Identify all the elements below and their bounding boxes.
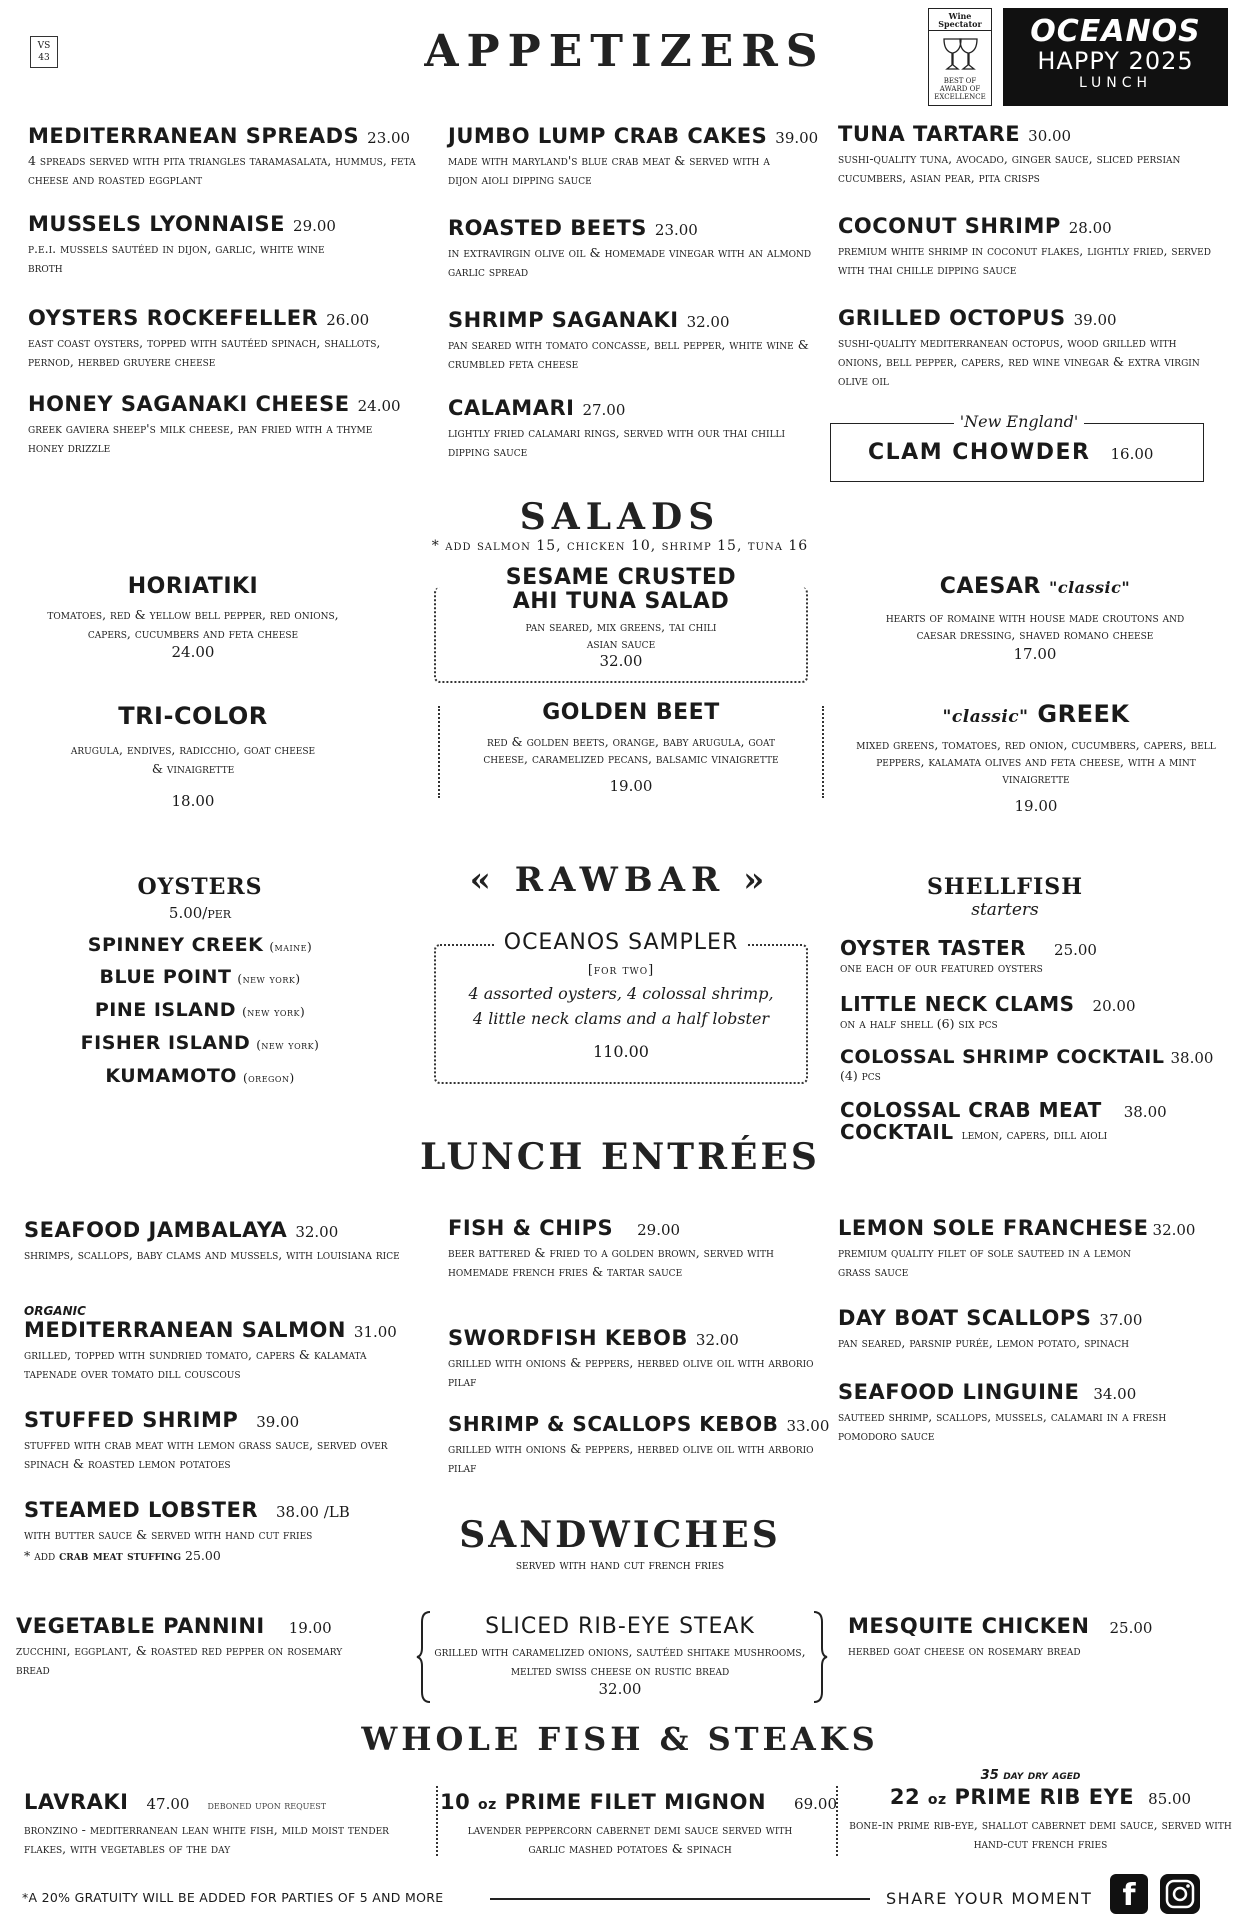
oyster-pine-island [40, 999, 360, 1021]
appetizer-tuna-tartare [838, 122, 1228, 187]
appetizers-title: APPETIZERS [424, 26, 826, 77]
entree-stuffed-shrimp [24, 1408, 444, 1473]
salad-horiatiki [28, 574, 358, 661]
item-name: TRI-COLOR [118, 702, 268, 730]
item-price: 23.00 [654, 221, 698, 239]
item-desc: in extravirgin olive oil & homemade vinegar with an almond garlic spread [448, 245, 812, 279]
item-price: 33.00 [786, 1417, 830, 1435]
item-desc: lightly fried calamari rings, served with our thai chilli dipping sauce [448, 425, 786, 459]
note-price: 25.00 [185, 1548, 221, 1563]
item-desc: lavender peppercorn cabernet demi sauce served with garlic mashed potatoes & spinach [467, 1822, 793, 1856]
oysters-block [40, 874, 360, 922]
item-name: HORIATIKI [127, 574, 259, 599]
item-desc: herbed goat cheese on rosemary bread [848, 1643, 1081, 1658]
salads-title: SALADS [519, 496, 721, 538]
item-price: 20.00 [1092, 997, 1136, 1015]
gratuity-note: *A 20% GRATUITY WILL BE ADDED FOR PARTIES OF 5 AND MORE [22, 1890, 444, 1905]
item-price: 32.00 [695, 1331, 739, 1349]
item-desc: beer battered & fried to a golden brown, served with homemade french fries & tartar sauce [448, 1245, 774, 1279]
item-name: OYSTER TASTER [840, 936, 1027, 960]
item-name: CALAMARI [448, 396, 575, 420]
vs-badge [30, 36, 58, 68]
salad-divider-left [438, 706, 440, 798]
item-desc: sushi-quality mediterranean octopus, wood grilled with onions, bell pepper, capers, red wine vinegar & extra virgin olive oil [838, 335, 1200, 388]
entree-seafood-linguine [838, 1380, 1238, 1445]
item-name-prefix: "classic" [942, 707, 1029, 727]
oyster-spinney-creek [40, 934, 360, 956]
item-desc: greek gaviera sheep's milk cheese, pan fried with a thyme honey drizzle [28, 421, 373, 455]
footer-rule [490, 1898, 870, 1900]
wine-spectator-line3: EXCELLENCE [934, 93, 986, 101]
item-name: SEAFOOD JAMBALAYA [24, 1218, 288, 1242]
item-name: OYSTERS ROCKEFELLER [28, 306, 319, 330]
oyster-region: (new york) [242, 1005, 306, 1019]
item-price: 28.00 [1068, 219, 1112, 237]
item-name: COCONUT SHRIMP [838, 214, 1061, 238]
item-desc: grilled with onions & peppers, herbed olive oil with arborio pilaf [448, 1355, 814, 1389]
wine-glasses-icon [938, 35, 982, 75]
item-price: 17.00 [1013, 645, 1057, 663]
item-desc: pan seared, parsnip purée, lemon potato, spinach [838, 1335, 1129, 1350]
note-prefix: * add [24, 1548, 56, 1563]
oyster-region: (new york) [237, 972, 301, 986]
appetizer-coconut-shrimp [838, 214, 1228, 279]
sampler-price: 110.00 [593, 1042, 649, 1061]
wine-spectator-line2: AWARD OF [939, 85, 981, 93]
appetizer-crab-cakes [448, 124, 828, 189]
item-desc: tomatoes, red & yellow bell pepper, red onions, capers, cucumbers and feta cheese [47, 607, 339, 641]
item-price: 85.00 [1148, 1790, 1192, 1808]
item-name-pre: 22 [889, 1785, 921, 1809]
appetizer-roasted-beets [448, 216, 828, 281]
item-desc: bone-in prime rib-eye, shallot cabernet demi sauce, served with hand-cut french fries [849, 1817, 1232, 1851]
item-price: 26.00 [326, 311, 370, 329]
item-price: 25.00 [1109, 1619, 1153, 1637]
item-price: 19.00 [609, 777, 653, 795]
item-desc: sushi-quality tuna, avocado, ginger sauce, sliced persian cucumbers, asian pear, pita crisps [838, 151, 1181, 185]
item-price: 39.00 [256, 1413, 300, 1431]
item-name2: AHI TUNA SALAD [512, 589, 730, 614]
item-name: DAY BOAT SCALLOPS [838, 1306, 1092, 1330]
oyster-region: (oregon) [242, 1071, 295, 1085]
oceanos-brand: OCEANOS [1030, 14, 1201, 49]
salad-caesar [860, 574, 1210, 663]
chowder-price: 16.00 [1110, 445, 1154, 463]
item-name: LAVRAKI [24, 1790, 129, 1814]
salad-golden-beet [446, 700, 816, 795]
item-name: MEDITERRANEAN SALMON [24, 1318, 346, 1342]
item-price: 29.00 [637, 1221, 681, 1239]
item-name: LITTLE NECK CLAMS [840, 992, 1075, 1016]
sandwiches-title: SANDWICHES [459, 1514, 781, 1556]
item-name: GREEK [1037, 700, 1130, 728]
item-name: GOLDEN BEET [542, 700, 720, 725]
appetizer-shrimp-saganaki [448, 308, 828, 373]
item-name: CAESAR [939, 574, 1041, 599]
entree-steamed-lobster [24, 1498, 444, 1565]
item-price: 38.00 [1123, 1103, 1167, 1121]
item-desc: red & golden beets, orange, baby arugula, goat cheese, caramelized pecans, balsamic vinaigrette [483, 734, 779, 766]
item-name: COLOSSAL CRAB MEAT [840, 1098, 1102, 1122]
item-name: HONEY SAGANAKI CHEESE [28, 392, 350, 416]
item-desc: arugula, endives, radicchio, goat cheese & vinaigrette [70, 742, 316, 776]
item-price: 18.00 [171, 792, 215, 810]
item-desc: bronzino - mediterranean lean white fish, mild moist tender flakes, with vegetables of the day [24, 1822, 389, 1856]
item-name: STEAMED LOBSTER [24, 1498, 258, 1522]
shellfish-colossal-crab-meat [840, 1100, 1230, 1145]
item-desc: zucchini, eggplant, & roasted red pepper on rosemary bread [16, 1643, 343, 1677]
steak-filet-mignon [440, 1790, 837, 1858]
oyster-name: KUMAMOTO [105, 1065, 237, 1087]
sandwich-vegetable-pannini [16, 1614, 416, 1679]
item-name: SHRIMP SAGANAKI [448, 308, 679, 332]
item-desc: with butter sauce & served with hand cut fries [24, 1527, 313, 1542]
entree-swordfish-kebob [448, 1326, 833, 1391]
item-price: 39.00 [775, 129, 819, 147]
item-price: 23.00 [367, 129, 411, 147]
item-desc: p.e.i. mussels sautéed in dijon, garlic, white wine broth [28, 241, 325, 275]
oyster-name: SPINNEY CREEK [87, 934, 264, 956]
vs-badge-text: VS 43 [37, 41, 51, 63]
item-note: deboned upon request [207, 1799, 327, 1812]
oyster-name: PINE ISLAND [94, 999, 237, 1021]
facebook-icon[interactable]: f [1110, 1874, 1148, 1914]
shellfish-header [880, 874, 1130, 920]
sandwiches-subtitle: served with hand cut french fries [515, 1558, 725, 1573]
item-name-suffix: "classic" [1048, 578, 1131, 597]
item-price: 38.00 /LB [276, 1503, 350, 1521]
item-price: 30.00 [1028, 127, 1072, 145]
oceanos-logo-block [1003, 8, 1228, 106]
item-name: LEMON SOLE FRANCHESE [838, 1216, 1149, 1240]
oyster-name: FISHER ISLAND [80, 1032, 251, 1054]
item-tag: 35 day dry aged [980, 1768, 1081, 1783]
item-desc: mixed greens, tomatoes, red onion, cucumbers, capers, bell peppers, kalamata olives and feta cheese, with a mint vinaigrette [856, 737, 1216, 786]
item-price: 32.00 [599, 652, 643, 670]
item-name: SESAME CRUSTED [492, 566, 750, 590]
appetizer-calamari [448, 396, 828, 461]
item-name: MEDITERRANEAN SPREADS [28, 124, 360, 148]
wine-spectator-line1: BEST OF [943, 77, 977, 85]
whole-fish-title: WHOLE FISH & STEAKS [361, 1720, 879, 1758]
sandwich-sliced-ribeye [428, 1614, 812, 1698]
item-desc: shrimps, scallops, baby clams and mussels, with louisiana rice [24, 1247, 400, 1262]
appetizer-oysters-rockefeller [28, 306, 438, 371]
item-price: 34.00 [1093, 1385, 1137, 1403]
item-name: MESQUITE CHICKEN [848, 1614, 1090, 1638]
item-name2: COCKTAIL [840, 1120, 954, 1144]
entree-mediterranean-salmon [24, 1304, 444, 1383]
item-price: 39.00 [1073, 311, 1117, 329]
item-name: SLICED RIB-EYE STEAK [485, 1614, 755, 1639]
item-desc: sauteed shrimp, scallops, mussels, calamari in a fresh pomodoro sauce [838, 1409, 1167, 1443]
item-desc: made with maryland's blue crab meat & served with a dijon aioli dipping sauce [448, 153, 770, 187]
sampler-note: [for two] [587, 963, 655, 978]
clam-chowder-item [868, 440, 1153, 465]
sampler-line1: 4 assorted oysters, 4 colossal shrimp, [468, 984, 774, 1003]
wine-spectator-brand: Wine Spectator [929, 12, 991, 31]
salad-greek [846, 700, 1226, 815]
entree-seafood-jambalaya [24, 1218, 444, 1264]
sampler-line2: 4 little neck clams and a half lobster [472, 1009, 770, 1028]
oyster-kumamoto [40, 1065, 360, 1087]
salad-tri-color [28, 702, 358, 810]
happy-2025-text: HAPPY 2025 [1037, 47, 1194, 75]
fish-divider-right [836, 1786, 838, 1856]
entree-lemon-sole [838, 1216, 1238, 1281]
item-name-unit: oz [478, 1797, 497, 1813]
chowder-tag: 'New England' [954, 412, 1084, 431]
item-name: FISH & CHIPS [448, 1216, 614, 1240]
item-desc: premium white shrimp in coconut flakes, lightly fried, served with thai chille dipping sauce [838, 243, 1211, 277]
item-price: 24.00 [357, 397, 401, 415]
oceanos-sampler [440, 930, 802, 1061]
item-name: PRIME FILET MIGNON [504, 1790, 767, 1814]
item-desc: on a half shell (6) six pcs [840, 1016, 998, 1031]
shellfish-oyster-taster [840, 936, 1230, 976]
item-price: 32.00 [686, 313, 730, 331]
whole-fish-lavraki [24, 1790, 434, 1858]
item-desc: east coast oysters, topped with sautéed spinach, shallots, pernod, herbed gruyere cheese [28, 335, 381, 369]
rawbar-title: « RAWBAR » [469, 860, 771, 900]
item-desc: grilled, topped with sundried tomato, capers & kalamata tapenade over tomato dill couscous [24, 1347, 367, 1381]
appetizer-mediterranean-spreads [28, 124, 438, 189]
oysters-price: 5.00/per [168, 904, 232, 922]
item-price: 37.00 [1099, 1311, 1143, 1329]
item-price: 27.00 [582, 401, 626, 419]
item-desc: hearts of romaine with house made croutons and caesar dressing, shaved romano cheese [885, 610, 1185, 642]
shellfish-subtitle: starters [971, 900, 1039, 920]
wine-spectator-badge [928, 8, 992, 106]
item-price: 38.00 [1170, 1049, 1214, 1067]
item-name: VEGETABLE PANNINI [16, 1614, 265, 1638]
sandwich-mesquite-chicken [848, 1614, 1228, 1660]
item-price: 19.00 [1014, 797, 1058, 815]
item-name: TUNA TARTARE [838, 122, 1021, 146]
lobster-note [24, 1546, 444, 1565]
shellfish-colossal-shrimp-cocktail [840, 1046, 1235, 1084]
item-name: SHRIMP & SCALLOPS KEBOB [448, 1412, 779, 1436]
item-name-pre: 10 [440, 1790, 471, 1814]
item-desc: (4) pcs [840, 1068, 881, 1083]
item-price: 19.00 [288, 1619, 332, 1637]
item-desc: grilled with caramelized onions, sautéed shitake mushrooms, melted swiss cheese on rustic bread [434, 1644, 806, 1678]
oyster-name: BLUE POINT [99, 966, 232, 988]
lunch-text: LUNCH [1078, 75, 1153, 91]
entree-day-boat-scallops [838, 1306, 1238, 1352]
item-desc: stuffed with crab meat with lemon grass sauce, served over spinach & roasted lemon potatoes [24, 1437, 388, 1471]
item-desc: premium quality filet of sole sauteed in a lemon grass sauce [838, 1245, 1132, 1279]
appetizer-mussels-lyonnaise [28, 212, 438, 277]
item-name: GRILLED OCTOPUS [838, 306, 1066, 330]
salad-divider-right [822, 706, 824, 798]
item-desc: pan seared, mix greens, tai chili asian sauce [525, 619, 717, 651]
oysters-title: OYSTERS [137, 874, 263, 900]
item-price: 32.00 [1152, 1221, 1196, 1239]
salads-addons: * add salmon 15, chicken 10, shrimp 15, tuna 16 [431, 538, 809, 554]
item-name: PRIME RIB EYE [954, 1785, 1135, 1809]
oyster-region: (new york) [256, 1038, 320, 1052]
appetizer-grilled-octopus [838, 306, 1228, 390]
entrees-title: LUNCH ENTRÉES [420, 1136, 820, 1178]
oyster-region: (maine) [269, 940, 313, 954]
item-price: 25.00 [1054, 941, 1097, 959]
salad-sesame-ahi-tuna [440, 566, 802, 670]
item-tag: ORGANIC [24, 1304, 86, 1318]
entree-shrimp-scallops-kebob [448, 1412, 833, 1477]
item-name: ROASTED BEETS [448, 216, 647, 240]
appetizer-honey-saganaki [28, 392, 438, 457]
item-price: 47.00 [146, 1795, 190, 1813]
item-name: SEAFOOD LINGUINE [838, 1380, 1080, 1404]
item-price: 32.00 [598, 1680, 642, 1698]
item-name: STUFFED SHRIMP [24, 1408, 239, 1432]
steak-prime-rib-eye [848, 1768, 1233, 1853]
instagram-icon[interactable] [1160, 1874, 1200, 1914]
shellfish-title: SHELLFISH [927, 874, 1083, 900]
item-name: MUSSELS LYONNAISE [28, 212, 286, 236]
item-name-unit: oz [927, 1792, 947, 1808]
share-text: SHARE YOUR MOMENT [886, 1889, 1093, 1908]
item-desc: lemon, capers, dill aioli [961, 1127, 1108, 1142]
sampler-name: OCEANOS SAMPLER [494, 930, 748, 955]
oyster-fisher-island [40, 1032, 360, 1054]
item-name: SWORDFISH KEBOB [448, 1326, 688, 1350]
fish-divider-left [436, 1786, 438, 1856]
item-desc: pan seared with tomato concasse, bell pepper, white wine & crumbled feta cheese [448, 337, 809, 371]
shellfish-little-neck-clams [840, 992, 1230, 1032]
right-brace-icon [812, 1610, 828, 1704]
entree-fish-chips [448, 1216, 833, 1281]
item-price: 24.00 [171, 643, 215, 661]
item-price: 32.00 [295, 1223, 339, 1241]
note-bold: crab meat stuffing [59, 1548, 182, 1563]
chowder-name: CLAM CHOWDER [868, 440, 1091, 465]
oyster-blue-point [40, 966, 360, 988]
item-name: JUMBO LUMP CRAB CAKES [448, 124, 768, 148]
item-desc: 4 spreads served with pita triangles taramasalata, hummus, feta cheese and roasted eggplant [28, 153, 416, 187]
item-price: 69.00 [794, 1795, 837, 1813]
item-name: COLOSSAL SHRIMP COCKTAIL [840, 1046, 1165, 1068]
item-desc: one each of our featured oysters [840, 960, 1043, 975]
item-price: 31.00 [353, 1323, 397, 1341]
item-price: 29.00 [293, 217, 336, 235]
item-desc: grilled with onions & peppers, herbed olive oil with arborio pilaf [448, 1441, 814, 1475]
